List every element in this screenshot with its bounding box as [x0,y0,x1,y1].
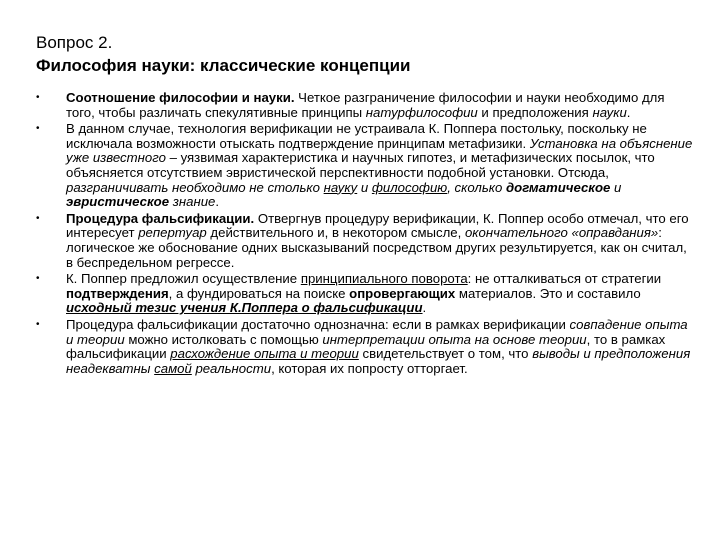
text-run: , которая их попросту отторгает. [271,360,468,376]
text-run: и [357,179,372,195]
text-run: эвристическое [66,194,170,210]
text-run: : логическое же обоснование одних высказываний посредством других результируется, как он считал, в беспредельном регрессе. [66,225,687,270]
text-run: исходный тезис учения К.Поппера о фальсификации [66,300,423,316]
text-run: , сколько [447,179,506,195]
text-run: самой [154,360,192,376]
text-run: действительного и, в некотором смысле, [206,225,465,241]
bullet-list [36,91,696,378]
question-number: Вопрос 2. [36,33,113,52]
topic-title: Философия науки: классические концепции [36,56,411,75]
text-run: и [610,179,622,195]
text-run: опровергающих [349,285,456,301]
text-run: догматическое [506,179,611,195]
text-run: философию [371,179,448,195]
text-run: свидетельствует о том, что [358,346,533,362]
text-run: реальности [191,360,272,376]
text-run: выводы и предположения неадекватны [66,346,691,376]
text-run: – уязвимая характеристика и научных гипотез, и метафизических посылок, что объясняется отсутствием эвристической перспективности подобной установки. Отсюда, [66,150,655,180]
bullet-marker: • [36,92,40,103]
bullet-marker: • [36,212,40,224]
text-run: принципиального поворота [300,271,468,287]
bullet-marker: • [36,123,40,135]
text-run: интерпретации опыта на основе теории [322,331,587,347]
text-run: науки [592,104,627,120]
text-run: Установка на объяснение уже известного [66,135,693,166]
text-run: материалов. Это и составило [455,285,641,301]
text-run: . [422,300,427,316]
text-run: Четкое разграничение философии и науки необходимо для того, чтобы различать спекулятивные принципы [66,90,665,120]
text-run: разграничивать необходимо не столько [66,179,324,195]
text-run: знание [169,194,216,210]
text-run: , то в рамках фальсификации [66,331,666,362]
text-run: натурфилософии [365,104,478,120]
slide-title [36,31,696,77]
text-run: Процедура фальсификации достаточно однозначна: если в рамках верификации [66,316,570,332]
bullet-item [36,212,696,270]
text-run: В данном случае, технология верификации не устраивала К. Поппера постольку, поскольку не исключала возможности отыскать подтверждение принципам метафизики. [66,121,647,151]
bullet-marker: • [36,318,40,330]
text-run: Соотношение философии и науки. [66,90,295,105]
text-run: науку [323,179,358,195]
text-run: расхождение опыта и теории [170,346,359,362]
text-run: и предположения [477,104,593,120]
text-run: . [626,104,631,120]
bullet-item [36,122,696,210]
bullet-item [36,91,696,120]
bullet-item [36,272,696,316]
text-run: репертуар [138,225,207,241]
text-run: К. Поппер предложил осуществление [66,271,301,287]
text-run: . [215,194,220,210]
text-run: , а фундироваться на поиске [168,285,350,301]
text-run: можно истолковать с помощью [124,331,323,347]
text-run: окончательного «оправдания» [464,225,659,241]
text-run: Отвергнув процедуру верификации, К. Поппер особо отмечал, что его интересует [66,210,689,241]
text-run: совпадение опыта и теории [66,316,688,347]
bullet-item [36,318,696,376]
text-run: Процедура фальсификации. [66,210,255,226]
text-run: : не отталкиваться от стратегии [467,271,662,287]
bullet-marker: • [36,273,40,285]
text-run: подтверждения [66,285,169,301]
